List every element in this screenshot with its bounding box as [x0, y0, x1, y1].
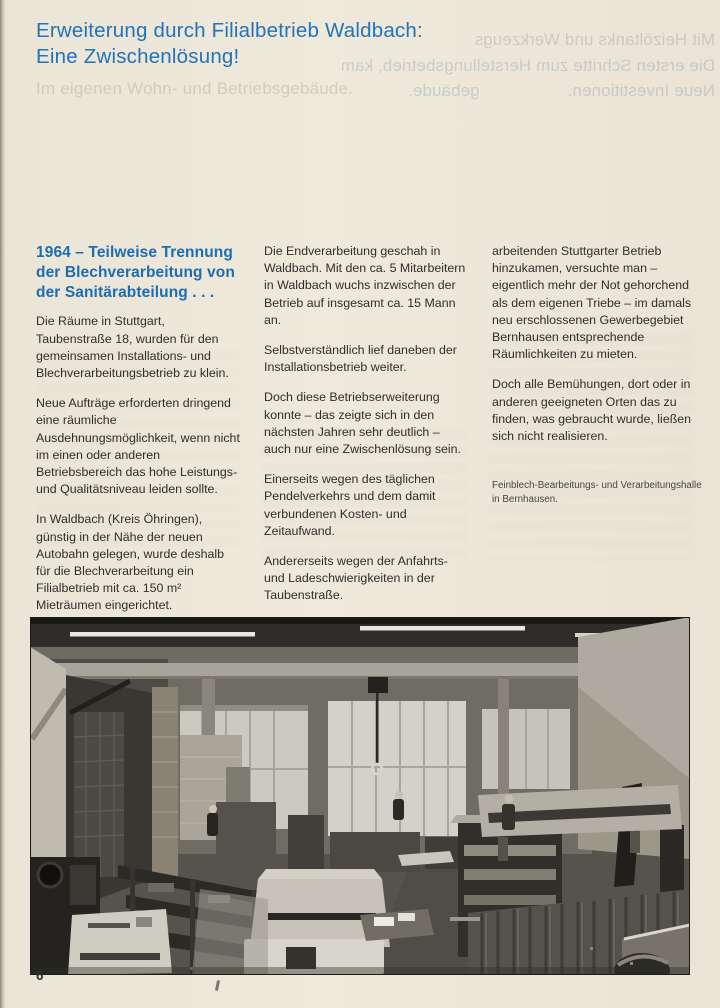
bleedthrough-line: Die ersten Schritte zum Herstellungsbetrieb, kam: [340, 55, 715, 75]
glass-screen: [192, 889, 268, 975]
photo-caption: Feinblech-Bearbeitungs- und Verarbeitungshalle in Bernhausen.: [492, 480, 702, 505]
bleedthrough-line: Mit Heizöltanks und Werkzeugs: [474, 30, 715, 49]
section-heading: 1964 – Teilweise Trennung der Blechverarbeitung von der Sanitärabteilung . . .: [36, 244, 235, 301]
paragraph: arbeitenden Stuttgarter Betrieb hinzukamen, versuchte man – eigentlich mehr der Not gehorchend als dem eigenen Triebe – im damals neu erschlossenen Gewerbegebiet Bernhausen entsprechende Räumlichkeiten zu mieten.: [492, 244, 692, 362]
page-title-line: Erweiterung durch Filialbetrieb Waldbach:: [36, 19, 423, 42]
stray-pen-mark: [215, 980, 220, 991]
factory-photo: [30, 617, 690, 975]
paragraph: Die Räume in Stuttgart, Taubenstraße 18, wurden für den gemeinsamen Installations- und Blechverarbeitungsbetrieb zu klein.: [36, 314, 229, 380]
paragraph: Einerseits wegen des täglichen Pendelverkehrs und dem damit verbundenen Kosten- und Zeitaufwand.: [264, 472, 436, 538]
page-title: [36, 18, 423, 70]
paragraph: Doch diese Betriebserweiterung konnte – das zeigte sich in den nächsten Jahren sehr deutlich – auch nur eine Zwischenlösung sein.: [264, 390, 461, 457]
bleedthrough-fragment: gebäude.: [407, 81, 480, 100]
page-number: 6: [36, 968, 44, 983]
bleedthrough-setoff-text: Im eigenen Wohn- und Betriebsgebäude.: [36, 79, 354, 98]
paragraph: Die Endverarbeitung geschah in Waldbach. Mit den ca. 5 Mitarbeitern in Waldbach wuchs inzwischen der Betrieb auf insgesamt ca. 15 Mann an.: [264, 244, 466, 327]
bleedthrough-fragment: Neue Investitionen.: [567, 81, 715, 100]
factory-photo-illustration: [30, 617, 690, 975]
bleedthrough-line: [25, 78, 715, 104]
photo-compressor: [68, 909, 172, 975]
paragraph: Andererseits wegen der Anfahrts- und Ladeschwierigkeiten in der Taubenstraße.: [264, 554, 448, 603]
page-title-line: Eine Zwischenlösung!: [36, 45, 240, 68]
scan-edge-shadow: [0, 0, 5, 1008]
paragraph: In Waldbach (Kreis Öhringen), günstig in der Nähe der neuen Autobahn gelegen, wurde deshalb für die Blechverarbeitung ein Filialbetrieb mit ca. 150 m² Mieträumen eingerichtet.: [36, 512, 225, 613]
paragraph: Selbstverständlich lief daneben der Installationsbetrieb weiter.: [264, 343, 457, 375]
paragraph: Doch alle Bemühungen, dort oder in anderen geeigneten Orten das zu finden, was gebraucht wurde, ließen sich nicht realisieren.: [492, 377, 692, 444]
paragraph: Neue Aufträge erforderten dringend eine räumliche Ausdehnungsmöglichkeit, wenn nicht im einen oder anderen Betriebsbereich das hohe Leistungs- und Qualitätsniveau leiden sollte.: [36, 396, 240, 497]
